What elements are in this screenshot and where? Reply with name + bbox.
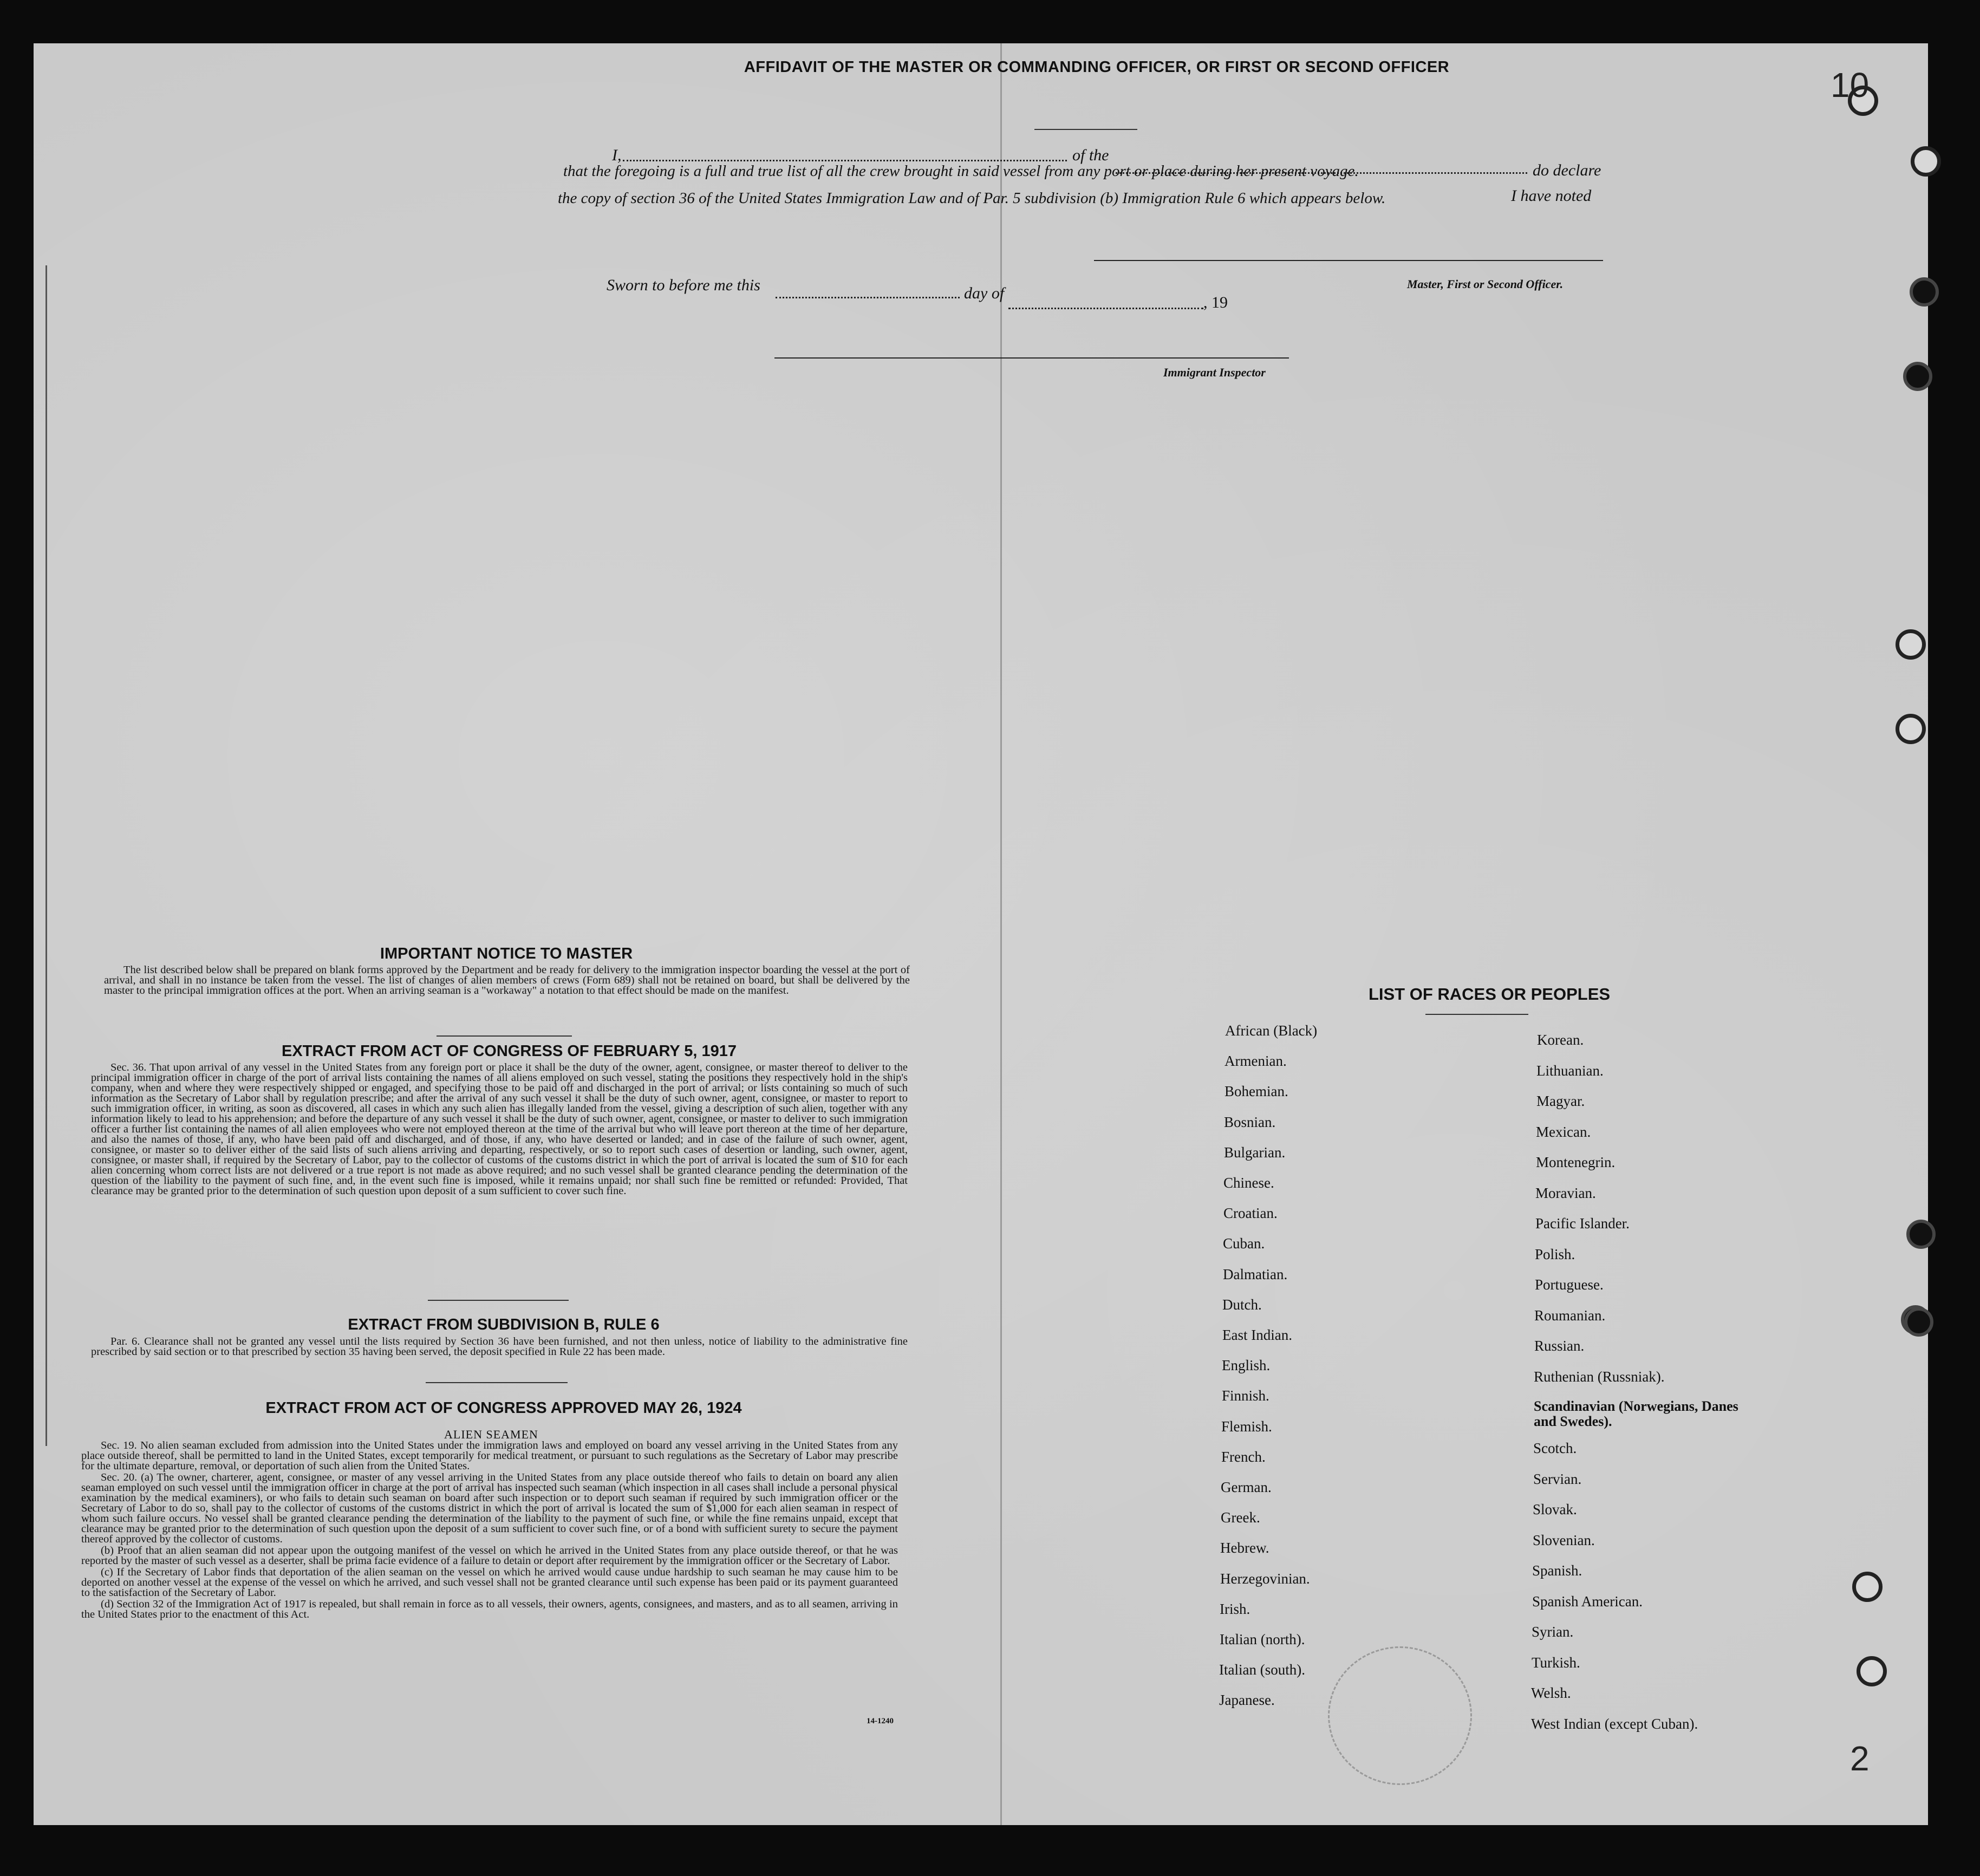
race-item-left: French. bbox=[1221, 1448, 1266, 1465]
sworn-month-line[interactable] bbox=[1008, 308, 1203, 309]
race-item-right: Syrian. bbox=[1532, 1624, 1574, 1640]
race-item-left: Armenian. bbox=[1225, 1053, 1287, 1070]
race-item-right: Ruthenian (Russniak). bbox=[1534, 1368, 1665, 1385]
punch-hole-icon bbox=[1896, 714, 1926, 744]
race-item-left: Irish. bbox=[1220, 1600, 1250, 1617]
punch-hole-icon bbox=[1904, 1307, 1933, 1337]
extract-1924-title: EXTRACT FROM ACT OF CONGRESS APPROVED MAY 26, 1924 bbox=[265, 1399, 742, 1417]
margin-mark-bottom: 2 bbox=[1850, 1739, 1870, 1778]
race-item-left: Dutch. bbox=[1222, 1296, 1262, 1313]
sec20d-paragraph: (d) Section 32 of the Immigration Act of 1917 is repealed, but shall remain in force as to all vessels, their owners, agents, consignees, and masters, and as to all seamen, arriving in the United States prior to the enactment of this Act. bbox=[81, 1598, 898, 1620]
race-item-left: Finnish. bbox=[1222, 1388, 1269, 1404]
race-item-left: Herzegovinian. bbox=[1220, 1570, 1310, 1587]
sec19-paragraph: Sec. 19. No alien seaman excluded from admission into the United States under the immigration laws and employed on board any vessel arriving in the United States from any place outside thereof, shall be permitted to land in the United States, except temporarily for medical treatment, or pursuant to such regulations as the Secretary of Labor may prescribe for the ultimate departure, removal, or deportation of such alien from the United States. bbox=[81, 1439, 898, 1472]
race-item-right: Roumanian. bbox=[1534, 1307, 1606, 1324]
race-item-right: Spanish American. bbox=[1532, 1593, 1643, 1610]
race-item-left: Italian (south). bbox=[1219, 1662, 1305, 1678]
affidavit-line-1: that the foregoing is a full and true list of all the crew brought in said vessel from any port or place during her present voyage. bbox=[563, 162, 1359, 180]
sworn-day-of: day of bbox=[964, 284, 1005, 302]
race-item-left: Cuban. bbox=[1223, 1235, 1265, 1252]
race-item-right: Spanish. bbox=[1532, 1562, 1582, 1579]
extract-1917-title: EXTRACT FROM ACT OF CONGRESS OF FEBRUARY 5, 1917 bbox=[281, 1043, 737, 1060]
race-item-right: Turkish. bbox=[1532, 1654, 1580, 1671]
punch-hole-icon bbox=[1910, 277, 1939, 307]
affidavit-of-the-label: of the bbox=[1072, 146, 1109, 164]
race-item-right: Moravian. bbox=[1535, 1184, 1596, 1201]
race-item-left: Hebrew. bbox=[1220, 1540, 1269, 1556]
extract-1917-text bbox=[91, 1063, 908, 1197]
affidavit-i-have-noted: I have noted bbox=[1511, 187, 1592, 205]
inspector-signature-line[interactable] bbox=[774, 357, 1289, 359]
race-item-left: English. bbox=[1222, 1357, 1271, 1374]
race-item-left: Bosnian. bbox=[1224, 1113, 1276, 1130]
affidavit-title: AFFIDAVIT OF THE MASTER OR COMMANDING OFFICER, OR FIRST OR SECOND OFFICER bbox=[744, 58, 1450, 76]
race-item-left: Italian (north). bbox=[1220, 1631, 1305, 1647]
rule6-text bbox=[91, 1337, 908, 1358]
race-item-right: Magyar. bbox=[1536, 1093, 1585, 1109]
race-item-left: Greek. bbox=[1221, 1509, 1260, 1526]
center-fold bbox=[1000, 43, 1002, 1825]
notice-text bbox=[104, 965, 910, 997]
punch-hole-icon bbox=[1903, 362, 1932, 391]
affidavit-do-declare: do declare bbox=[1533, 161, 1601, 179]
notice-paragraph: The list described below shall be prepared on blank forms approved by the Department and be ready for delivery to the immigration inspector boarding the vessel at the port of arrival, and shall in no instance be taken from the vessel. The list of changes of alien members of crews (Form 689) shall not be retained on board, but shall be delivered by the master to the principal immigration offices at the port. When an arriving seaman is a "workaway" a notation to that effect should be made on the manifest. bbox=[104, 964, 910, 996]
faded-stamp bbox=[1328, 1646, 1472, 1785]
race-item-right: West Indian (except Cuban). bbox=[1531, 1715, 1698, 1732]
master-signature-label: Master, First or Second Officer. bbox=[1407, 277, 1564, 291]
race-item-right: Montenegrin. bbox=[1536, 1154, 1616, 1170]
race-item-left: Dalmatian. bbox=[1223, 1266, 1288, 1282]
race-item-left: Chinese. bbox=[1223, 1175, 1274, 1191]
race-item-left: Japanese. bbox=[1219, 1692, 1275, 1709]
race-item-right: Scotch. bbox=[1533, 1440, 1577, 1456]
name-field-line[interactable] bbox=[623, 160, 1067, 161]
margin-mark-top: 10 bbox=[1831, 66, 1870, 105]
sworn-prefix: Sworn to before me this bbox=[607, 276, 760, 294]
race-item-left: East Indian. bbox=[1222, 1327, 1292, 1343]
affidavit-i-label: I, bbox=[612, 146, 622, 164]
alien-seamen-subtitle: ALIEN SEAMEN bbox=[444, 1428, 538, 1441]
race-item-right: Mexican. bbox=[1536, 1123, 1591, 1140]
sec20a-paragraph: Sec. 20. (a) The owner, charterer, agent, consignee, or master of any vessel arriving in the United States from any place outside thereof who fails to detain on board any alien seaman employed on such vessel until the immigration officer in charge at the port of arrival has inspected such seaman (which inspection in all cases shall include a personal physical examination by the medical examiners), or who fails to detain such seaman on board after such inspection or to deport such seaman if required by such immigration officer or the Secretary of Labor to do so, shall pay to the collector of customs of the customs district in which the port of arrival is located the sum of $1,000 for each alien seaman in respect of whom such failure occurs. No vessel shall be granted clearance pending the determination of the liability to the payment of such fine, or while the fine remains unpaid, except that clearance may be granted prior to the determination of such question upon the deposit of a sum sufficient to cover such fine, or of a bond with sufficient surety to secure the payment thereof approved by the collector of customs. bbox=[81, 1471, 898, 1545]
punch-hole-icon bbox=[1852, 1572, 1883, 1602]
punch-hole-icon bbox=[1911, 146, 1941, 177]
section-rule bbox=[428, 1300, 569, 1301]
title-rule bbox=[1034, 129, 1137, 130]
sec20b-paragraph: (b) Proof that an alien seaman did not appear upon the outgoing manifest of the vessel on which he arrived in the United States from any place outside thereof, or that he was reported by the master of such vessel as a deserter, shall be prima facie evidence of a failure to detain or deport after requirement by the immigration officer or the Secretary of Labor. bbox=[81, 1545, 898, 1567]
notice-title: IMPORTANT NOTICE TO MASTER bbox=[380, 945, 633, 962]
race-item-right: Lithuanian. bbox=[1536, 1062, 1604, 1079]
sec20c-paragraph: (c) If the Secretary of Labor finds that deportation of the alien seaman on the vessel on which he arrived would cause undue hardship to such seaman he may cause him to be deported on another vessel at the expense of the vessel on which he arrived, and such vessel shall not be granted clearance until such expense has been paid or its payment guaranteed to the satisfaction of the Secretary of Labor. bbox=[81, 1566, 898, 1599]
race-item-left: Flemish. bbox=[1221, 1418, 1272, 1435]
section-rule bbox=[437, 1035, 572, 1037]
master-signature-line[interactable] bbox=[1094, 260, 1603, 261]
race-item-right: Slovenian. bbox=[1533, 1532, 1595, 1548]
inspector-signature-label: Immigrant Inspector bbox=[1163, 366, 1266, 379]
sworn-day-line[interactable] bbox=[776, 297, 960, 298]
rule6-paragraph: Par. 6. Clearance shall not be granted any vessel until the lists required by Section 36 have been furnished, and not then unless, notice of liability to the administrative fine prescribed by said section or to that prescribed by section 35 having been served, the deposit specified in Rule 22 has been made. bbox=[91, 1336, 908, 1358]
race-item-right: Korean. bbox=[1537, 1032, 1584, 1048]
section-rule bbox=[426, 1382, 568, 1383]
extract-1917-paragraph: Sec. 36. That upon arrival of any vessel in the United States from any foreign port or place it shall be the duty of the owner, agent, consignee, or master thereof to deliver to the principal immigration officer in charge of the port of arrival lists containing the names of all aliens employed on such vessel, stating the positions they respectively hold in the ship's company, when and where they were respectively shipped or engaged, and specifying those to be paid off and discharged in the port of arrival; or lists containing so much of such information as the Secretary of Labor shall by regulation prescribe; and after the arrival of any such vessel it shall be the duty of such owner, agent, consignee, or master to report to such immigration officer, in writing, as soon as discovered, all cases in which any such alien has illegally landed from the vessel, giving a description of such alien, together with any information likely to lead to his apprehension; and before the departure of any such vessel it shall be the duty of such owner, agent, consignee, or master to deliver to such immigration officer a further list containing the names of all alien employees who were not employed thereon at the time of the arrival but who will leave port thereon at the time of her departure, and also the names of those, if any, who have been paid off and discharged, and of those, if any, who have deserted or landed; and in case of the failure of such owner, agent, consignee, or master so to deliver either of the said lists of such aliens arriving and departing, respectively, or so to report such cases of desertion or landing, such owner, agent, consignee, or master shall, if required by the Secretary of Labor, pay to the collector of customs of the customs district in which the port of arrival is located the sum of $10 for each alien concerning whom correct lists are not delivered or a true report is not made as above required; and no such vessel shall be granted clearance pending the determination of the question of the liability to the payment of such fine, and, in the event such fine is imposed, while it remains unpaid; nor shall such fine be remitted or refunded: Provided, That clearance may be granted prior to the determination of such question upon deposit of a sum sufficient to cover such fine. bbox=[91, 1061, 908, 1197]
races-title-rule bbox=[1425, 1014, 1528, 1015]
left-edge-strip bbox=[34, 265, 47, 1446]
race-item-left: African (Black) bbox=[1225, 1022, 1318, 1039]
affidavit-line-2: the copy of section 36 of the United States Immigration Law and of Par. 5 subdivision (b) Immigration Rule 6 which appears below. bbox=[558, 190, 1386, 207]
races-title: LIST OF RACES OR PEOPLES bbox=[1368, 985, 1611, 1004]
rule6-title: EXTRACT FROM SUBDIVISION B, RULE 6 bbox=[348, 1316, 660, 1333]
race-item-right: Servian. bbox=[1533, 1470, 1582, 1487]
race-item-left: German. bbox=[1221, 1479, 1272, 1495]
race-item-right: Welsh. bbox=[1531, 1685, 1571, 1701]
sworn-year-prefix: , 19 bbox=[1203, 294, 1228, 311]
race-item-left: Croatian. bbox=[1223, 1205, 1278, 1222]
race-item-left: Bohemian. bbox=[1225, 1083, 1288, 1100]
race-item-right: Portuguese. bbox=[1535, 1276, 1604, 1293]
race-item-right: Polish. bbox=[1535, 1246, 1575, 1262]
race-item-right: Russian. bbox=[1534, 1338, 1585, 1354]
race-item-right: Pacific Islander. bbox=[1535, 1215, 1630, 1232]
punch-hole-icon bbox=[1906, 1220, 1936, 1249]
race-item-left: Bulgarian. bbox=[1224, 1144, 1286, 1161]
extract-1924-text bbox=[81, 1441, 898, 1621]
punch-hole-icon bbox=[1857, 1656, 1887, 1686]
punch-hole-icon bbox=[1896, 629, 1926, 660]
race-item-right: Slovak. bbox=[1533, 1501, 1577, 1517]
race-item-right: Scandinavian (Norwegians, Danes and Swedes). bbox=[1534, 1398, 1738, 1429]
form-number: 14-1240 bbox=[867, 1717, 894, 1725]
